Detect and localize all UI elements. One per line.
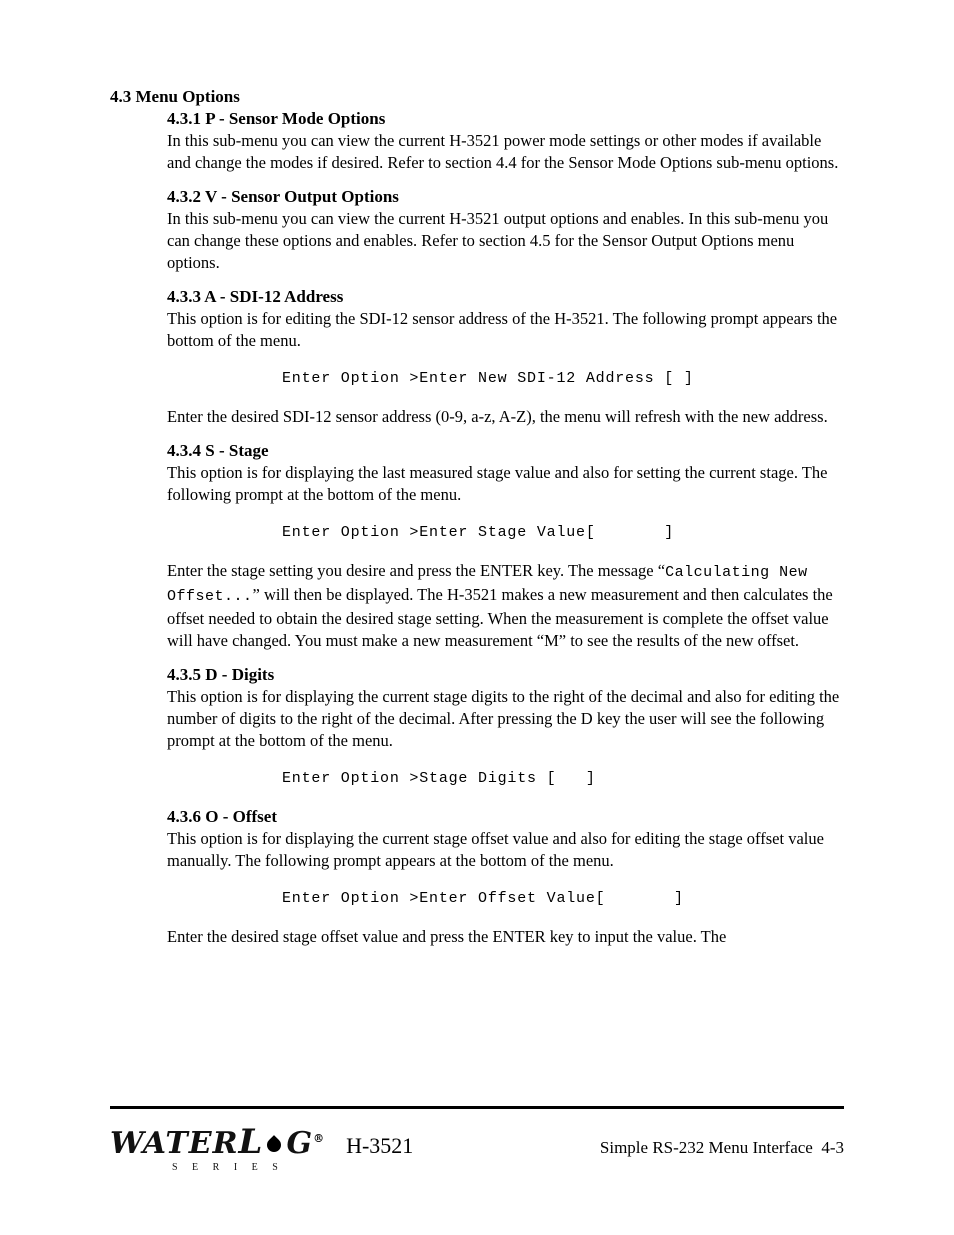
subsection-heading: 4.3.4 S - Stage — [167, 441, 269, 460]
registered-trademark-icon: ® — [313, 1132, 325, 1145]
paragraph: This option is for editing the SDI-12 sensor address of the H-3521. The following prompt appears the bottom of the menu. — [167, 309, 838, 350]
footer — [110, 1122, 844, 1173]
subsection-sensor-output-options — [167, 186, 844, 274]
logo-text-g: G — [286, 1126, 314, 1161]
footer-divider — [110, 1106, 844, 1109]
subsection-heading: 4.3.3 A - SDI-12 Address — [167, 287, 344, 306]
waterlog-logo — [110, 1122, 324, 1173]
paragraph-text: Enter the stage setting you desire and press the ENTER key. The message “ — [167, 561, 666, 580]
subsection-offset — [167, 806, 844, 948]
paragraph-text: ” will then be displayed. The H-3521 makes a new measurement and then calculates the offset needed to obtain the desired stage setting. When the measurement is complete the offset value will have changed. You must make a new measurement “M” to see the results of the new offset. — [167, 585, 833, 650]
terminal-prompt-line: Enter Option >Enter Offset Value[ ] — [282, 890, 684, 907]
waterlog-logo-wordmark — [110, 1122, 324, 1161]
water-drop-icon — [265, 1135, 285, 1155]
terminal-prompt-line: Enter Option >Enter New SDI-12 Address [ ] — [282, 370, 694, 387]
footer-page-label: Simple RS-232 Menu Interface 4-3 — [599, 1138, 844, 1157]
terminal-prompt-line: Enter Option >Enter Stage Value[ ] — [282, 524, 675, 541]
logo-text-l: L — [238, 1122, 264, 1162]
subsection-heading: 4.3.6 O - Offset — [167, 807, 278, 826]
logo-text-water: WATER — [110, 1126, 239, 1161]
terminal-prompt-line: Enter Option >Stage Digits [ ] — [282, 770, 596, 787]
paragraph: In this sub-menu you can view the current H-3521 power mode settings or other modes if available and change the modes if desired. Refer to section 4.4 for the Sensor Mode Options sub-menu options. — [167, 131, 839, 172]
subsection-digits — [167, 664, 844, 789]
paragraph — [167, 560, 844, 652]
paragraph: This option is for displaying the last measured stage value and also for setting the current stage. The following prompt at the bottom of the menu. — [167, 463, 828, 504]
subsection-heading: 4.3.5 D - Digits — [167, 665, 275, 684]
paragraph: Enter the desired SDI-12 sensor address (0-9, a-z, A-Z), the menu will refresh with the new address. — [167, 407, 828, 426]
subsection-sensor-mode-options — [167, 108, 844, 174]
subsection-heading: 4.3.2 V - Sensor Output Options — [167, 187, 399, 206]
section-heading: 4.3 Menu Options — [110, 87, 240, 106]
subsection-heading: 4.3.1 P - Sensor Mode Options — [167, 109, 386, 128]
logo-series-label: S E R I E S — [172, 1162, 284, 1173]
subsection-stage — [167, 440, 844, 652]
inline-code: Calculating New Offset... — [167, 564, 808, 605]
paragraph: This option is for displaying the current stage digits to the right of the decimal and also for editing the number of digits to the right of the decimal. After pressing the D key the user will see the following prompt at the bottom of the menu. — [167, 687, 840, 750]
subsection-sdi12-address — [167, 286, 844, 428]
paragraph: In this sub-menu you can view the current H-3521 output options and enables. In this sub-menu you can change these options and enables. Refer to section 4.5 for the Sensor Output Options menu options. — [167, 209, 829, 272]
paragraph: Enter the desired stage offset value and press the ENTER key to input the value. The — [167, 927, 727, 946]
paragraph: This option is for displaying the current stage offset value and also for editing the stage offset value manually. The following prompt appears at the bottom of the menu. — [167, 829, 824, 870]
page-content — [110, 86, 844, 948]
model-number: H-3521 — [346, 1133, 414, 1158]
